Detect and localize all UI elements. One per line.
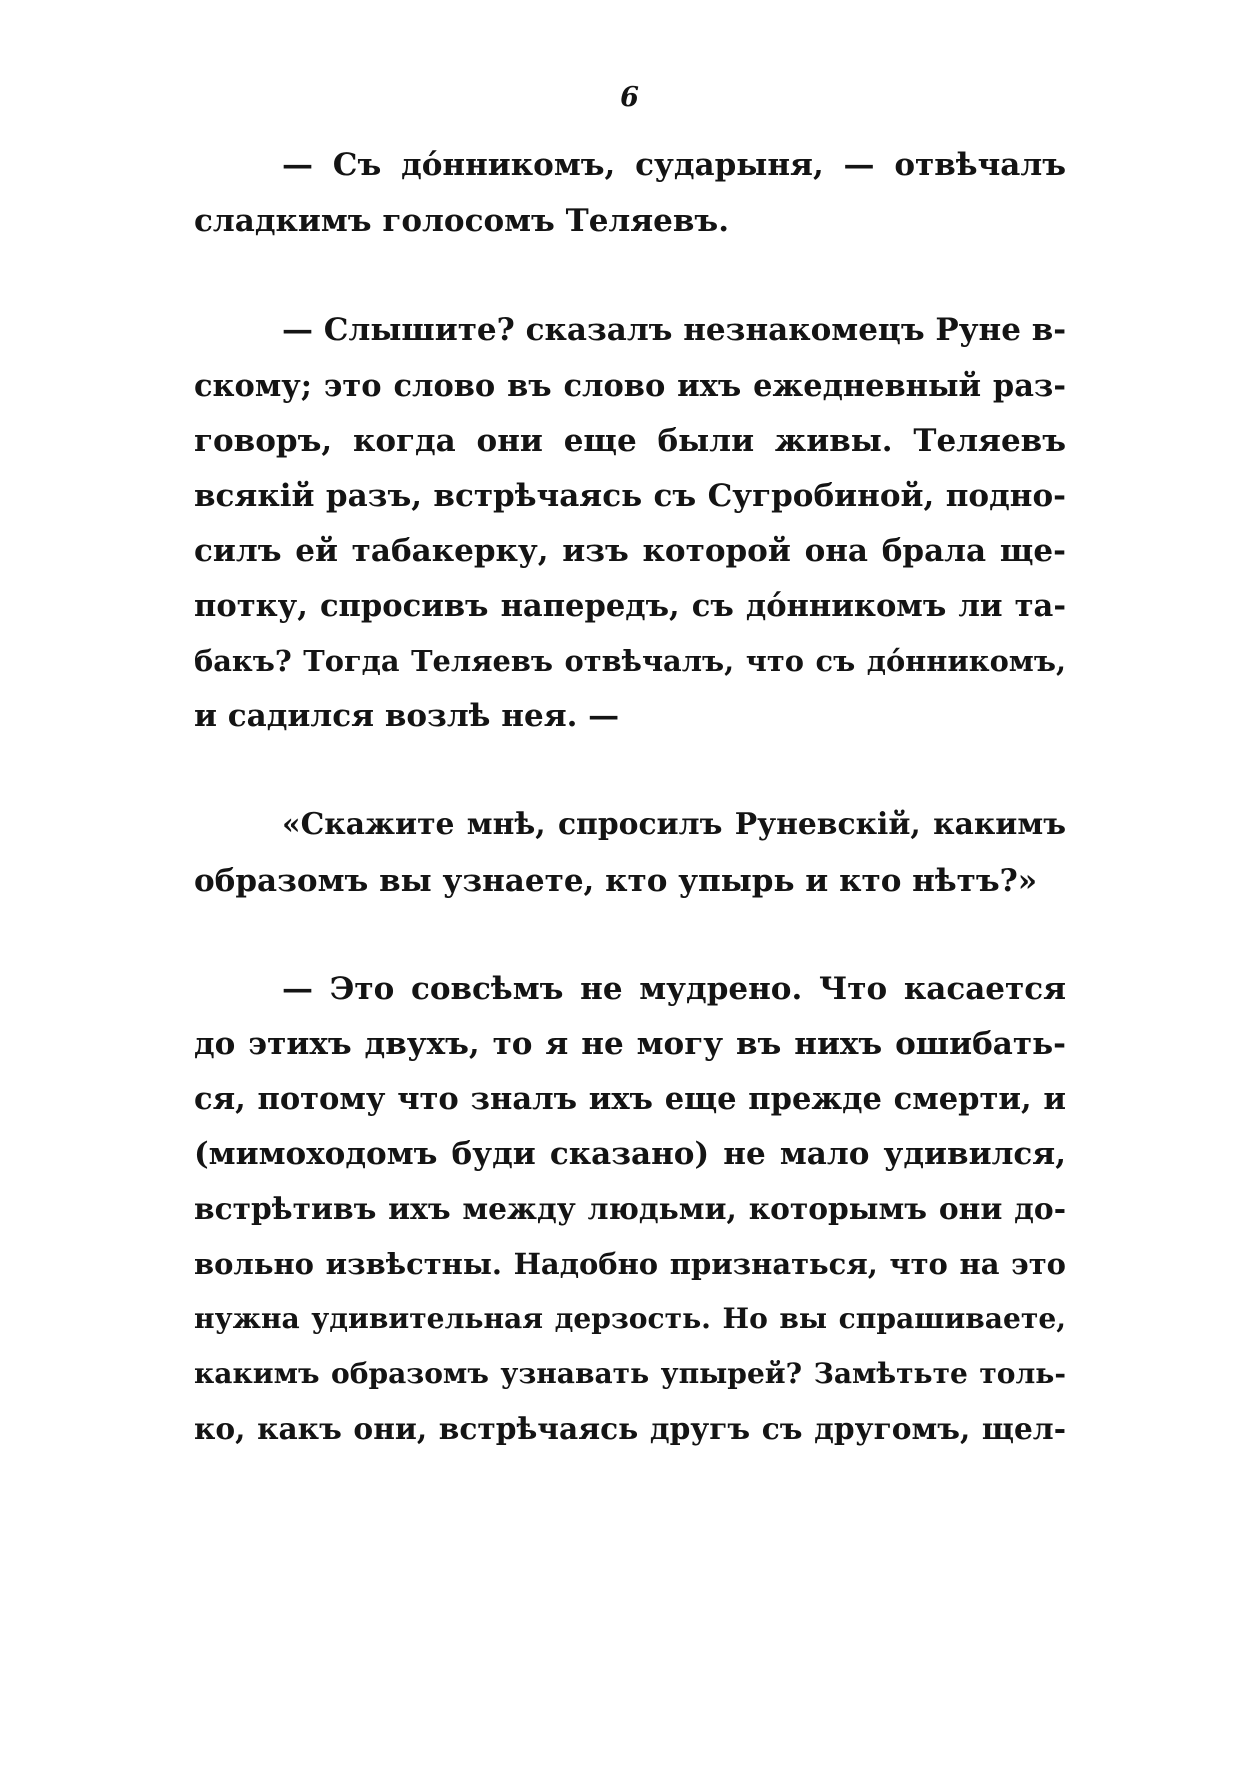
text-line: и садился возлѣ нея. — [194, 698, 620, 734]
text-line: потку, спросивъ напередъ, съ дόнникомъ ли та- [194, 588, 1066, 624]
text-line: (мимоходомъ буди сказано) не мало удивился, [194, 1136, 1066, 1172]
text-line: какимъ образомъ узнавать упырей? Замѣтьте толь- [194, 1357, 1066, 1390]
text-line: до этихъ двухъ, то я не могу въ нихъ ошибать- [194, 1026, 1066, 1062]
text-line: сладкимъ голосомъ Теляевъ. [194, 203, 730, 239]
text-line: — Слышите? сказалъ незнакомецъ Руне в- [282, 312, 1067, 348]
text-line: ся, потому что зналъ ихъ еще прежде смерти, и [194, 1081, 1066, 1117]
text-line: вольно извѣстны. Надобно признаться, что на это [194, 1247, 1066, 1281]
text-line: ко, какъ они, встрѣчаясь другъ съ другомъ, щел- [194, 1411, 1066, 1446]
text-line: — Съ дόнникомъ, сударыня, — отвѣчалъ [282, 147, 1066, 183]
text-line: говоръ, когда они еще были живы. Теляевъ [194, 423, 1066, 459]
text-line: всякій разъ, встрѣчаясь съ Сугробиной, подно- [194, 478, 1066, 514]
text-line: образомъ вы узнаете, кто упырь и кто нѣтъ?» [194, 863, 1038, 899]
text-line: — Это совсѣмъ не мудрено. Что касается [282, 971, 1066, 1007]
text-line: нужна удивительная дерзость. Но вы спрашиваете, [194, 1302, 1066, 1335]
text-line: бакъ? Тогда Теляевъ отвѣчалъ, что съ дόнникомъ, [194, 644, 1066, 678]
text-line: скому; это слово въ слово ихъ ежедневный раз- [194, 368, 1066, 404]
text-line: «Скажите мнѣ, спросилъ Руневскій, какимъ [282, 807, 1066, 842]
text-line: встрѣтивъ ихъ между людьми, которымъ они до- [194, 1191, 1066, 1226]
text-line: силъ ей табакерку, изъ которой она брала ще- [194, 533, 1066, 569]
page-number: 6 [620, 82, 639, 113]
